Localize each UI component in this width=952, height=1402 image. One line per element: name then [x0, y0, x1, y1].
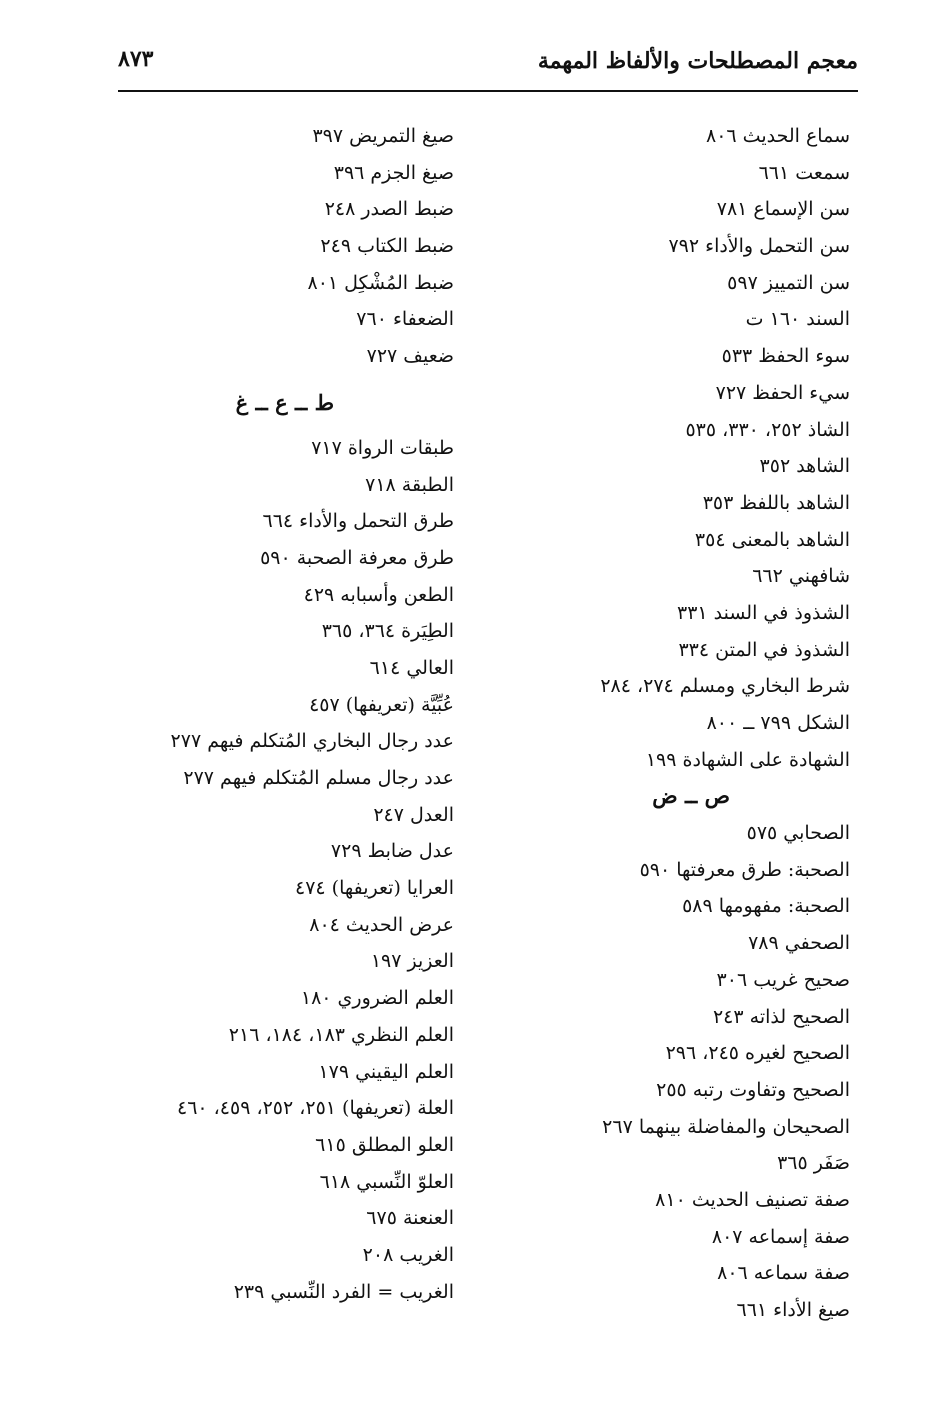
index-entry: الشذوذ في السند ٣٣١ — [676, 601, 850, 624]
index-entry: العدل ٢٤٧ — [373, 803, 454, 826]
index-entry: العلو المطلق ٦١٥ — [315, 1133, 454, 1156]
index-entry: الطعن وأسبابه ٤٢٩ — [303, 583, 454, 606]
index-entry: الغريب ٢٠٨ — [362, 1243, 454, 1266]
index-entry: صيغ الجزم ٣٩٦ — [333, 161, 454, 184]
index-entry: العالي ٦١٤ — [369, 656, 454, 679]
index-entry: الشكل ٧٩٩ ــ ٨٠٠ — [706, 712, 850, 734]
section-heading: ط ــ ع ــ غ — [235, 389, 334, 415]
index-entry: العلم اليقيني ١٧٩ — [318, 1060, 454, 1083]
index-entry: الشاهد بالمعنى ٣٥٤ — [694, 528, 850, 551]
index-entry: العنعنة ٦٧٥ — [366, 1207, 454, 1230]
index-entry: الصحابي ٥٧٥ — [746, 822, 850, 845]
index-entry: سن الإسماع ٧٨١ — [716, 198, 850, 221]
index-entry: ضبط المُشْكِل ٨٠١ — [307, 271, 454, 294]
index-entry: عدل ضابط ٧٢٩ — [330, 840, 454, 863]
index-entry: سوء الحفظ ٥٣٣ — [721, 345, 850, 368]
index-entry: سماع الحديث ٨٠٦ — [706, 125, 850, 147]
index-entry: ضعيف ٧٢٧ — [366, 345, 454, 368]
index-entry: العلم النظري ١٨٣، ١٨٤، ٢١٦ — [228, 1023, 454, 1046]
index-entry: الضعفاء ٧٦٠ — [356, 308, 454, 331]
index-entry: شافهني ٦٦٢ — [752, 565, 850, 588]
index-entry: صفة إسماعه ٨٠٧ — [711, 1225, 850, 1248]
index-entry: عدد رجال مسلم المُتكلم فيهم ٢٧٧ — [183, 767, 454, 789]
index-entry: سمعت ٦٦١ — [758, 161, 850, 184]
index-entry: شرط البخاري ومسلم ٢٧٤، ٢٨٤ — [600, 675, 850, 698]
index-entry: العلوّ النِّسبي ٦١٨ — [319, 1170, 454, 1193]
index-entry: الصحيح لذاته ٢٤٣ — [712, 1005, 850, 1028]
index-entry: العزيز ١٩٧ — [370, 950, 454, 973]
index-entry: ضبط الكتاب ٢٤٩ — [320, 235, 454, 258]
index-entry: الشاهد ٣٥٢ — [759, 455, 850, 478]
index-entry: صيغ الأداء ٦٦١ — [736, 1299, 850, 1321]
index-entry: الصحيح لغيره ٢٤٥، ٢٩٦ — [665, 1042, 850, 1065]
index-entry: عدد رجال البخاري المُتكلم فيهم ٢٧٧ — [170, 730, 454, 753]
index-entry: العلة (تعريفها) ٢٥١، ٢٥٢، ٤٥٩، ٤٦٠ — [176, 1097, 454, 1120]
page-number: ٨٧٣ — [118, 46, 154, 72]
index-entry: سن التحمل والأداء ٧٩٢ — [668, 235, 850, 258]
index-entry: ضبط الصدر ٢٤٨ — [324, 198, 454, 221]
index-entry: صحيح غريب ٣٠٦ — [716, 968, 850, 991]
index-column-left — [14, 118, 454, 1310]
index-entry: طرق التحمل والأداء ٦٦٤ — [262, 510, 454, 533]
index-entry: الغريب = الفرد النِّسبي ٢٣٩ — [233, 1280, 454, 1303]
index-entry: السند ١٦٠ ت — [745, 308, 850, 331]
index-entry: سن التمييز ٥٩٧ — [727, 271, 850, 294]
index-entry: الشاهد باللفظ ٣٥٣ — [702, 491, 850, 514]
index-entry: عُبِّيَّة (تعريفها) ٤٥٧ — [309, 693, 454, 716]
index-entry: الشهادة على الشهادة ١٩٩ — [645, 748, 850, 771]
index-entry: الصحيحان والمفاضلة بينهما ٢٦٧ — [602, 1115, 850, 1138]
index-entry: صفة سماعه ٨٠٦ — [717, 1262, 850, 1285]
index-entry: العلم الضروري ١٨٠ — [300, 987, 454, 1010]
index-entry: طرق معرفة الصحبة ٥٩٠ — [260, 546, 454, 569]
index-entry: العرايا (تعريفها) ٤٧٤ — [295, 877, 454, 900]
index-entry: طبقات الرواة ٧١٧ — [311, 436, 454, 459]
index-entry: الشذوذ في المتن ٣٣٤ — [678, 638, 850, 661]
index-entry: صيغ التمريض ٣٩٧ — [312, 125, 454, 147]
index-entry: الصحبة: طرق معرفتها ٥٩٠ — [639, 858, 850, 881]
index-entry: الطبقة ٧١٨ — [365, 473, 454, 496]
header-rule — [118, 90, 858, 92]
index-entry: الصحبة: مفهومها ٥٨٩ — [682, 895, 850, 918]
index-entry: سيء الحفظ ٧٢٧ — [715, 381, 850, 404]
section-heading: ص ــ ض — [652, 783, 730, 809]
page-header — [118, 40, 858, 88]
running-title: معجم المصطلحات والألفاظ المهمة — [537, 48, 858, 74]
index-entry: الشاذ ٢٥٢، ٣٣٠، ٥٣٥ — [685, 418, 850, 441]
index-entry: صَفَر ٣٦٥ — [777, 1152, 850, 1175]
index-entry: الصحيح وتفاوت رتبه ٢٥٥ — [656, 1078, 850, 1101]
index-entry: الطِيَرة ٣٦٤، ٣٦٥ — [321, 620, 454, 643]
index-column-right — [480, 118, 850, 1329]
index-entry: صفة تصنيف الحديث ٨١٠ — [655, 1188, 850, 1211]
index-entry: عرض الحديث ٨٠٤ — [309, 913, 454, 936]
index-entry: الصحفي ٧٨٩ — [748, 932, 850, 955]
